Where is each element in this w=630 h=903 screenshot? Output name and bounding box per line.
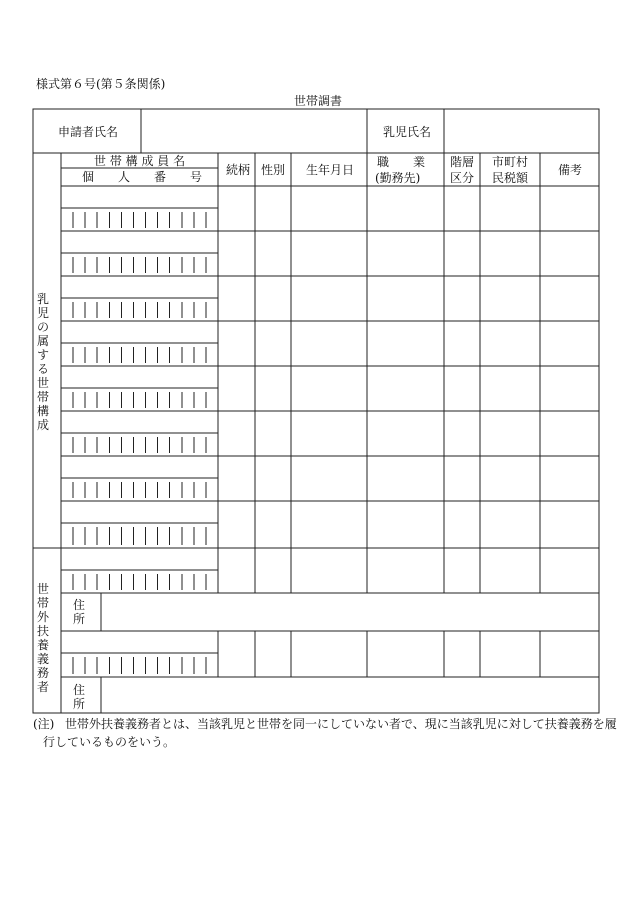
sex-header: 性別 [261, 163, 286, 177]
footnote-line-2: 行しているものをいう。 [43, 735, 176, 749]
individual-number-header: 個 人 番 号 [82, 170, 203, 184]
workplace-header: (勤務先) [375, 171, 421, 185]
address-field-2[interactable] [101, 677, 599, 713]
occupation-header: 職 業 [377, 155, 426, 169]
members-header: 世 帯 構 成 員 名 [94, 154, 186, 168]
address-label-top-2: 住 [73, 683, 86, 697]
tax-header-top: 市町村 [492, 155, 529, 169]
applicant-name-label: 申請者氏名 [58, 125, 119, 139]
address-label-bottom-2: 所 [73, 697, 86, 711]
outside-section-label: 世帯外扶養義務者 [36, 582, 49, 694]
class-header-top: 階層 [450, 155, 475, 169]
footnote [33, 715, 617, 751]
address-label-bottom-1: 所 [73, 612, 86, 626]
document-title: 世帯調書 [294, 94, 343, 108]
footnote-line-1: 世帯外扶養義務者とは、当該乳児と世帯を同一にしていない者で、現に当該乳児に対して扶養義務を履 [65, 717, 617, 731]
class-header-bottom: 区分 [450, 171, 475, 185]
address-label-top-1: 住 [73, 598, 86, 612]
household-section-label: 乳児の属する世帯構成 [36, 292, 49, 432]
remarks-header: 備考 [558, 163, 583, 177]
tax-header-bottom: 民税額 [492, 171, 529, 185]
relation-header: 続柄 [226, 163, 251, 177]
form-number: 様式第６号(第５条関係) [36, 77, 166, 91]
applicant-name-field[interactable] [141, 109, 367, 153]
birthdate-header: 生年月日 [306, 163, 355, 177]
child-name-label: 乳児氏名 [383, 125, 432, 139]
footnote-label: (注) [33, 717, 55, 731]
child-name-field[interactable] [444, 109, 599, 153]
address-field-1[interactable] [101, 593, 599, 631]
